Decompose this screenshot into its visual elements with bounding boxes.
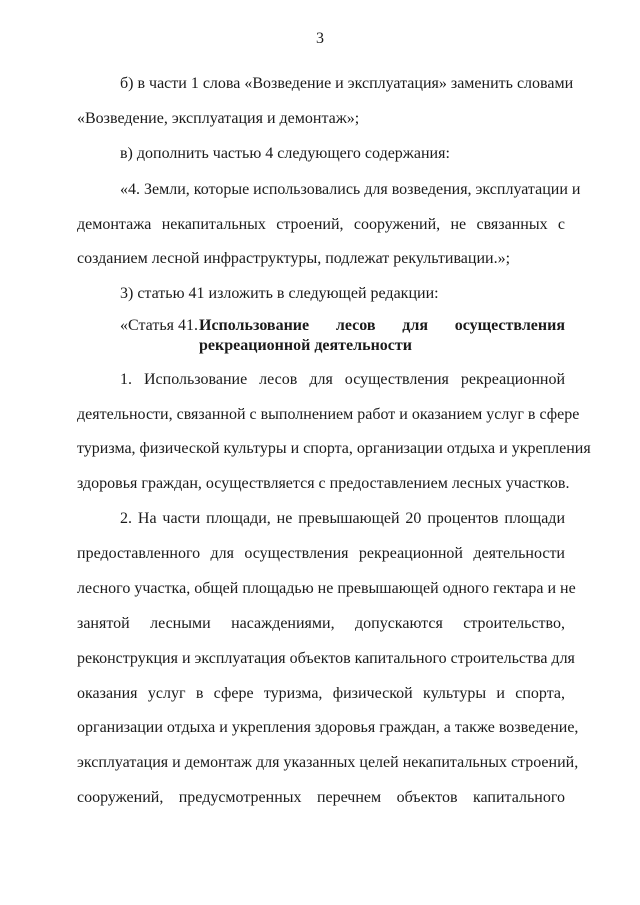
text-line: демонтажа некапитальных строений, сооружений, не связанных с [77,216,565,233]
text-line: здоровья граждан, осуществляется с предоставлением лесных участков. [77,475,570,492]
text-line: созданием лесной инфраструктуры, подлежат рекультивации.»; [77,250,511,267]
text-line: оказания услуг в сфере туризма, физической культуры и спорта, [77,685,565,702]
text-line: «4. Земли, которые использовались для возведения, эксплуатации и [120,181,581,198]
text-line: в) дополнить частью 4 следующего содержания: [120,145,450,162]
text-line: 1. Использование лесов для осуществления рекреационной [120,371,565,388]
text-line: туризма, физической культуры и спорта, организации отдыха и укрепления [77,440,591,457]
text-line: реконструкция и эксплуатация объектов капитального строительства для [77,650,575,667]
text-line: сооружений, предусмотренных перечнем объектов капитального [77,789,565,806]
text-line: «Возведение, эксплуатация и демонтаж»; [77,110,360,127]
text-line: 2. На части площади, не превышающей 20 процентов площади [120,510,565,527]
text-line: б) в части 1 слова «Возведение и эксплуатация» заменить словами [120,75,574,92]
text-line: лесного участка, общей площадью не превышающей одного гектара и не [77,580,576,597]
article-label: «Статья 41. [120,317,198,334]
text-line: эксплуатация и демонтаж для указанных целей некапитальных строений, [77,754,579,771]
text-line: занятой лесными насаждениями, допускаются строительство, [77,615,565,632]
article-title-line-2: рекреационной деятельности [199,337,412,354]
text-line: организации отдыха и укрепления здоровья граждан, а также возведение, [77,719,579,736]
article-title-line-1: Использование лесов для осуществления [199,317,565,334]
text-line: 3) статью 41 изложить в следующей редакции: [120,285,439,302]
text-line: деятельности, связанной с выполнением работ и оказанием услуг в сфере [77,406,580,423]
page-number: 3 [316,30,324,47]
text-line: предоставленного для осуществления рекреационной деятельности [77,545,565,562]
